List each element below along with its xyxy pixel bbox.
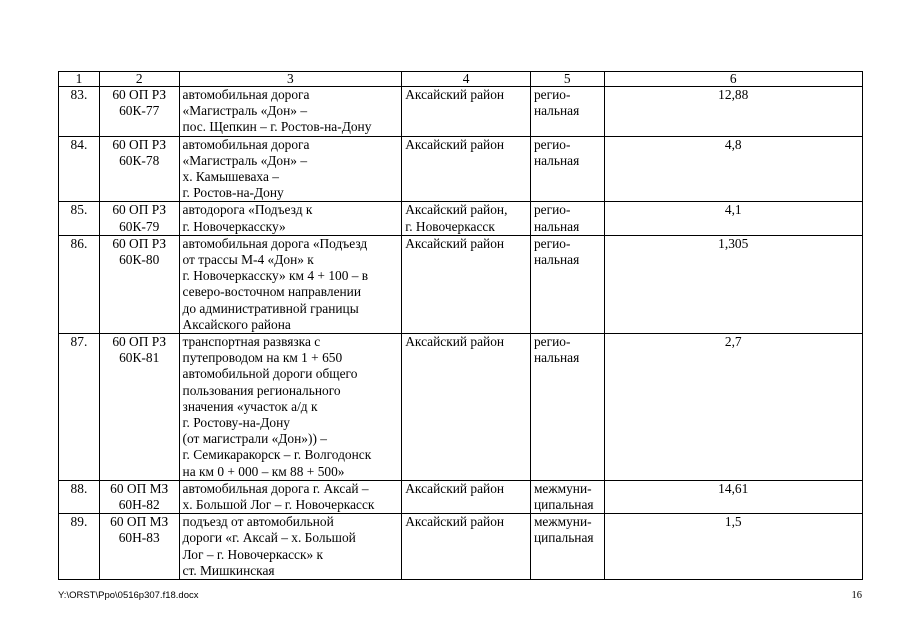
road-name-cell <box>179 514 402 580</box>
district-cell-line: Аксайский район <box>405 235 505 251</box>
road-type-cell-line: нальная <box>533 152 580 168</box>
road-code-cell-line: 60К-77 <box>119 103 160 119</box>
footer-page-number: 16 <box>851 590 862 601</box>
road-type-cell <box>530 202 604 235</box>
district-cell <box>402 235 531 333</box>
road-name-cell-line: автомобильная дорога «Подъезд <box>182 235 368 251</box>
column-header-6: 6 <box>604 72 863 87</box>
road-name-cell-line: х. Большой Лог – г. Новочеркасск <box>182 497 375 513</box>
table-row <box>59 202 863 235</box>
road-code-cell <box>99 235 179 333</box>
road-type-cell-line: ципальная <box>533 530 594 546</box>
road-name-cell-line: г. Семикаракорск – г. Волгодонск <box>182 447 372 463</box>
road-name-cell-line: автомобильной дороги общего <box>182 366 358 382</box>
road-type-cell-line: регио- <box>533 334 571 350</box>
road-code-cell-line: 60К-79 <box>119 218 160 234</box>
district-cell-line: г. Новочеркасск <box>405 218 495 234</box>
road-type-cell <box>530 334 604 481</box>
road-type-cell <box>530 514 604 580</box>
district-cell-line: Аксайский район <box>405 334 505 350</box>
row-number-cell: 83. <box>59 87 100 137</box>
district-cell <box>402 202 531 235</box>
road-name-cell-line: Аксайского района <box>182 316 291 332</box>
district-cell-line: Аксайский район <box>405 136 505 152</box>
column-header-3: 3 <box>179 72 402 87</box>
row-number-cell: 84. <box>59 136 100 202</box>
road-type-cell-line: регио- <box>533 202 571 218</box>
road-name-cell-line: путепроводом на км 1 + 650 <box>182 350 343 366</box>
district-cell-line: Аксайский район, <box>405 202 508 218</box>
road-code-cell-line: 60Н-83 <box>118 530 160 546</box>
district-cell-line: Аксайский район <box>405 87 505 102</box>
road-name-cell-line: дороги «г. Аксай – х. Большой <box>182 530 356 546</box>
length-cell: 1,5 <box>604 514 863 580</box>
table-body <box>59 87 863 580</box>
road-type-cell-line: регио- <box>533 87 571 102</box>
table-row <box>59 136 863 202</box>
road-name-cell-line: г. Новочеркасску» <box>182 218 286 234</box>
road-name-cell-line: до административной границы <box>182 300 359 316</box>
road-name-cell-line: на км 0 + 000 – км 88 + 500» <box>182 463 345 479</box>
road-code-cell-line: 60 ОП РЗ <box>112 136 167 152</box>
column-header-5: 5 <box>530 72 604 87</box>
length-cell: 1,305 <box>604 235 863 333</box>
road-name-cell-line: г. Новочеркасску» км 4 + 100 – в <box>182 268 369 284</box>
road-name-cell <box>179 480 402 513</box>
road-type-cell-line: межмуни- <box>533 480 592 496</box>
length-cell: 14,61 <box>604 480 863 513</box>
road-code-cell-line: 60 ОП РЗ <box>112 334 167 350</box>
road-code-cell <box>99 136 179 202</box>
road-code-cell <box>99 480 179 513</box>
table-row <box>59 87 863 137</box>
road-code-cell-line: 60 ОП МЗ <box>110 480 169 496</box>
road-code-cell <box>99 334 179 481</box>
length-cell: 2,7 <box>604 334 863 481</box>
row-number-cell: 88. <box>59 480 100 513</box>
road-name-cell <box>179 334 402 481</box>
road-name-cell-line: (от магистрали «Дон»)) – <box>182 431 327 447</box>
road-name-cell-line: «Магистраль «Дон» – <box>182 103 308 119</box>
road-name-cell-line: автодорога «Подъезд к <box>182 202 313 218</box>
road-name-cell-line: пос. Щепкин – г. Ростов-на-Дону <box>182 119 372 135</box>
district-cell-line: Аксайский район <box>405 514 505 530</box>
road-name-cell <box>179 235 402 333</box>
road-type-cell-line: регио- <box>533 136 571 152</box>
road-code-cell-line: 60 ОП РЗ <box>112 202 167 218</box>
road-name-cell-line: северо-восточном направлении <box>182 284 362 300</box>
road-name-cell-line: ст. Мишкинская <box>182 562 275 578</box>
row-number-cell: 87. <box>59 334 100 481</box>
district-cell <box>402 514 531 580</box>
road-code-cell <box>99 514 179 580</box>
road-type-cell-line: нальная <box>533 103 580 119</box>
road-type-cell-line: нальная <box>533 218 580 234</box>
road-type-cell-line: межмуни- <box>533 514 592 530</box>
road-code-cell-line: 60К-81 <box>119 350 160 366</box>
road-type-cell-line: нальная <box>533 350 580 366</box>
row-number-cell: 89. <box>59 514 100 580</box>
road-code-cell-line: 60 ОП РЗ <box>112 235 167 251</box>
road-type-cell <box>530 87 604 137</box>
table-row <box>59 235 863 333</box>
road-type-cell-line: регио- <box>533 235 571 251</box>
road-name-cell-line: подъезд от автомобильной <box>182 514 334 530</box>
district-cell <box>402 87 531 137</box>
road-type-cell-line: ципальная <box>533 497 594 513</box>
road-name-cell-line: автомобильная дорога <box>182 87 310 102</box>
road-name-cell-line: значения «участок а/д к <box>182 398 318 414</box>
road-name-cell <box>179 202 402 235</box>
district-cell-line: Аксайский район <box>405 480 505 496</box>
road-name-cell-line: пользования регионального <box>182 382 341 398</box>
table-row <box>59 480 863 513</box>
road-name-cell-line: «Магистраль «Дон» – <box>182 152 308 168</box>
road-name-cell-line: автомобильная дорога <box>182 136 310 152</box>
road-code-cell <box>99 87 179 137</box>
footer-file-path: Y:\ORST\Ppo\0516p307.f18.docx <box>58 590 199 601</box>
road-code-cell-line: 60К-80 <box>119 252 160 268</box>
roads-table <box>58 71 863 580</box>
district-cell <box>402 480 531 513</box>
road-name-cell-line: автомобильная дорога г. Аксай – <box>182 480 369 496</box>
road-name-cell-line: г. Ростову-на-Дону <box>182 415 290 431</box>
table-row <box>59 334 863 481</box>
road-type-cell <box>530 480 604 513</box>
road-code-cell-line: 60 ОП РЗ <box>112 87 167 102</box>
table-row <box>59 514 863 580</box>
row-number-cell: 85. <box>59 202 100 235</box>
road-name-cell-line: г. Ростов-на-Дону <box>182 185 284 201</box>
road-name-cell-line: х. Камышеваха – <box>182 169 279 185</box>
table-header-row <box>59 72 863 87</box>
length-cell: 4,8 <box>604 136 863 202</box>
length-cell: 12,88 <box>604 87 863 137</box>
district-cell <box>402 334 531 481</box>
road-name-cell-line: от трассы М-4 «Дон» к <box>182 252 314 268</box>
road-code-cell-line: 60 ОП МЗ <box>110 514 169 530</box>
road-name-cell <box>179 87 402 137</box>
road-name-cell <box>179 136 402 202</box>
road-name-cell-line: транспортная развязка с <box>182 334 321 350</box>
road-type-cell-line: нальная <box>533 252 580 268</box>
road-name-cell-line: Лог – г. Новочеркасск» к <box>182 546 324 562</box>
column-header-2: 2 <box>99 72 179 87</box>
column-header-1: 1 <box>59 72 100 87</box>
road-type-cell <box>530 136 604 202</box>
row-number-cell: 86. <box>59 235 100 333</box>
column-header-4: 4 <box>402 72 531 87</box>
road-type-cell <box>530 235 604 333</box>
district-cell <box>402 136 531 202</box>
road-code-cell <box>99 202 179 235</box>
road-code-cell-line: 60К-78 <box>119 152 160 168</box>
length-cell: 4,1 <box>604 202 863 235</box>
road-code-cell-line: 60Н-82 <box>118 497 160 513</box>
